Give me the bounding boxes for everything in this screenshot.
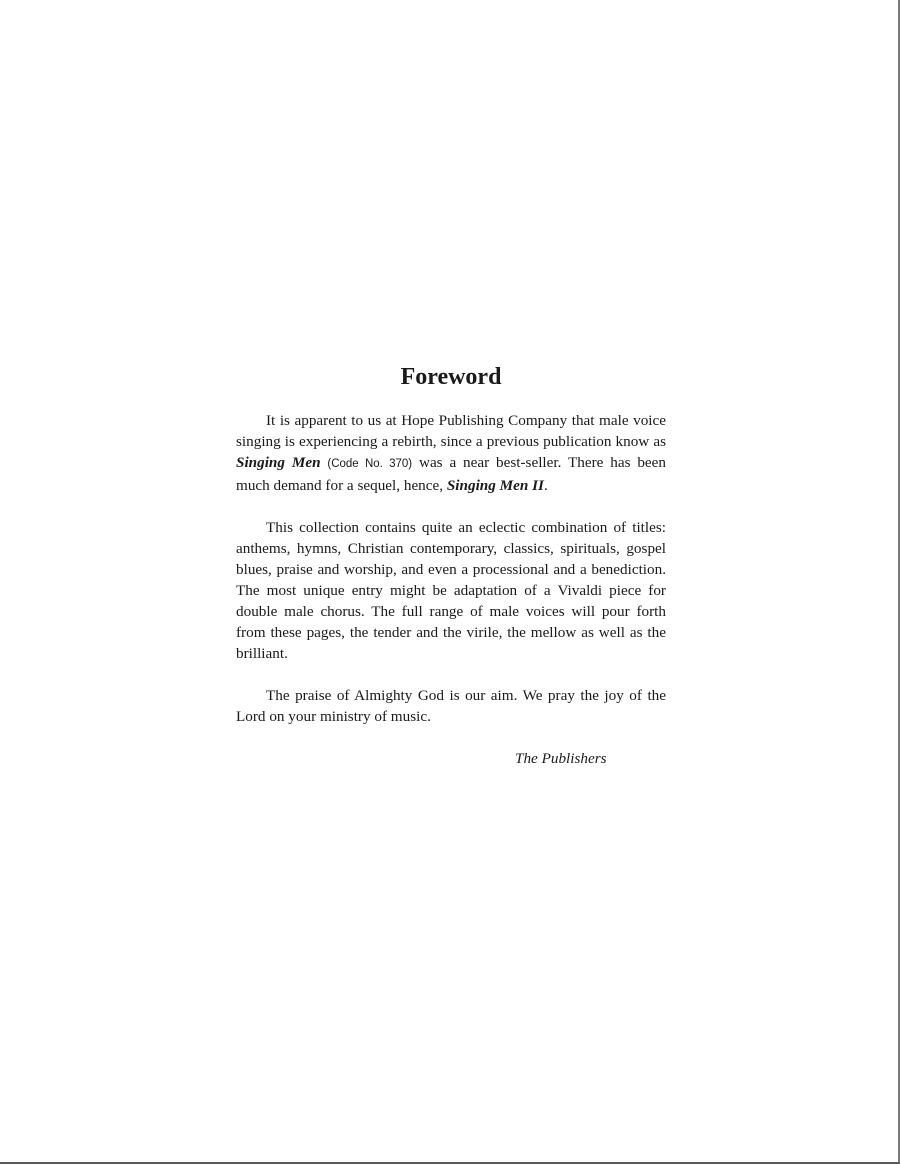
- book-title-singing-men-ii: Singing Men II: [446, 477, 544, 494]
- signature: The Publishers: [515, 750, 607, 767]
- paragraph-intro: [236, 410, 666, 496]
- paragraph-intro-text-2: was a near best-seller. There has been much demand for a sequel, hence,: [236, 454, 667, 494]
- paragraph-intro-period: .: [543, 477, 548, 494]
- paragraph-intro-text-1: It is apparent to us at Hope Publishing Company that male voice singing is experiencing a rebirth, since a previous publication know as: [236, 412, 666, 450]
- paragraph-collection: This collection contains quite an eclectic combination of titles: anthems, hymns, Christian contemporary, classics, spirituals, gospel blues, praise and worship, and even a processional and a benediction. The most unique entry might be adaptation of a Vivaldi piece for double male chorus. The full range of male voices will pour forth from these pages, the tender and the virile, the mellow as well as the brilliant.: [236, 519, 666, 662]
- paragraph-praise: The praise of Almighty God is our aim. We pray the joy of the Lord on your ministry of music.: [236, 687, 666, 725]
- code-number: (Code No. 370): [327, 458, 413, 470]
- book-title-singing-men: Singing Men: [236, 454, 321, 471]
- page-title: Foreword: [400, 364, 502, 390]
- foreword-section: [236, 362, 666, 769]
